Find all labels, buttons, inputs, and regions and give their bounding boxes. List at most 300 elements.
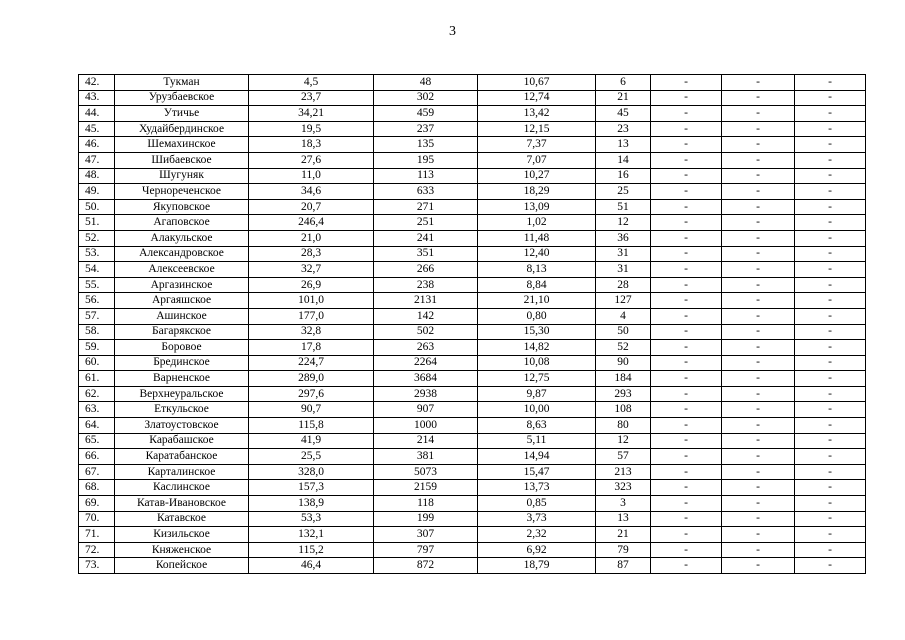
ratio-value: 9,87 [478, 386, 596, 402]
row-number: 64. [79, 418, 115, 434]
area-value: 11,0 [249, 168, 374, 184]
ratio-value: 0,85 [478, 496, 596, 512]
quantity-value: 79 [596, 542, 651, 558]
col9-value: - [795, 480, 866, 496]
row-number: 48. [79, 168, 115, 184]
col9-value: - [795, 168, 866, 184]
col8-value: - [722, 246, 795, 262]
ratio-value: 12,75 [478, 371, 596, 387]
col8-value: - [722, 106, 795, 122]
row-number: 43. [79, 90, 115, 106]
area-value: 297,6 [249, 386, 374, 402]
ratio-value: 7,37 [478, 137, 596, 153]
area-value: 328,0 [249, 464, 374, 480]
col7-value: - [651, 402, 722, 418]
ratio-value: 15,30 [478, 324, 596, 340]
ratio-value: 0,80 [478, 308, 596, 324]
district-name: Якуповское [115, 199, 249, 215]
district-name: Тукман [115, 75, 249, 91]
col8-value: - [722, 230, 795, 246]
row-number: 69. [79, 496, 115, 512]
row-number: 46. [79, 137, 115, 153]
table-row [79, 277, 866, 293]
ratio-value: 21,10 [478, 293, 596, 309]
row-number: 73. [79, 558, 115, 574]
col8-value: - [722, 90, 795, 106]
row-number: 62. [79, 386, 115, 402]
col9-value: - [795, 386, 866, 402]
table-row [79, 75, 866, 91]
table-row [79, 355, 866, 371]
district-name: Утичье [115, 106, 249, 122]
count-value: 237 [374, 121, 478, 137]
col7-value: - [651, 184, 722, 200]
row-number: 49. [79, 184, 115, 200]
quantity-value: 108 [596, 402, 651, 418]
col8-value: - [722, 137, 795, 153]
col7-value: - [651, 433, 722, 449]
table-row [79, 308, 866, 324]
col7-value: - [651, 480, 722, 496]
col8-value: - [722, 75, 795, 91]
data-table [78, 74, 866, 574]
ratio-value: 1,02 [478, 215, 596, 231]
table-row [79, 152, 866, 168]
table-row [79, 558, 866, 574]
col8-value: - [722, 121, 795, 137]
col9-value: - [795, 324, 866, 340]
row-number: 45. [79, 121, 115, 137]
row-number: 42. [79, 75, 115, 91]
table-row [79, 168, 866, 184]
table-row [79, 199, 866, 215]
col7-value: - [651, 277, 722, 293]
count-value: 351 [374, 246, 478, 262]
count-value: 113 [374, 168, 478, 184]
area-value: 17,8 [249, 340, 374, 356]
col9-value: - [795, 75, 866, 91]
district-name: Каратабанское [115, 449, 249, 465]
row-number: 52. [79, 230, 115, 246]
district-name: Алакульское [115, 230, 249, 246]
table-body [79, 75, 866, 574]
count-value: 907 [374, 402, 478, 418]
col9-value: - [795, 308, 866, 324]
count-value: 633 [374, 184, 478, 200]
col8-value: - [722, 511, 795, 527]
area-value: 46,4 [249, 558, 374, 574]
col9-value: - [795, 371, 866, 387]
area-value: 27,6 [249, 152, 374, 168]
ratio-value: 12,40 [478, 246, 596, 262]
area-value: 28,3 [249, 246, 374, 262]
col8-value: - [722, 324, 795, 340]
quantity-value: 80 [596, 418, 651, 434]
col9-value: - [795, 184, 866, 200]
col8-value: - [722, 527, 795, 543]
area-value: 21,0 [249, 230, 374, 246]
col7-value: - [651, 386, 722, 402]
district-name: Шемахинское [115, 137, 249, 153]
area-value: 4,5 [249, 75, 374, 91]
col9-value: - [795, 152, 866, 168]
col7-value: - [651, 449, 722, 465]
col9-value: - [795, 106, 866, 122]
count-value: 1000 [374, 418, 478, 434]
table-row [79, 293, 866, 309]
col9-value: - [795, 340, 866, 356]
quantity-value: 45 [596, 106, 651, 122]
col7-value: - [651, 371, 722, 387]
count-value: 241 [374, 230, 478, 246]
row-number: 58. [79, 324, 115, 340]
ratio-value: 12,15 [478, 121, 596, 137]
col7-value: - [651, 527, 722, 543]
row-number: 68. [79, 480, 115, 496]
col9-value: - [795, 558, 866, 574]
row-number: 71. [79, 527, 115, 543]
ratio-value: 8,13 [478, 262, 596, 278]
quantity-value: 184 [596, 371, 651, 387]
district-name: Катав-Ивановское [115, 496, 249, 512]
col9-value: - [795, 121, 866, 137]
area-value: 115,8 [249, 418, 374, 434]
col7-value: - [651, 106, 722, 122]
district-name: Шибаевское [115, 152, 249, 168]
area-value: 32,8 [249, 324, 374, 340]
ratio-value: 14,82 [478, 340, 596, 356]
district-name: Копейское [115, 558, 249, 574]
col7-value: - [651, 293, 722, 309]
table-row [79, 215, 866, 231]
quantity-value: 13 [596, 511, 651, 527]
district-name: Багарякское [115, 324, 249, 340]
quantity-value: 23 [596, 121, 651, 137]
col9-value: - [795, 293, 866, 309]
col9-value: - [795, 402, 866, 418]
col8-value: - [722, 293, 795, 309]
district-name: Урузбаевское [115, 90, 249, 106]
area-value: 246,4 [249, 215, 374, 231]
quantity-value: 52 [596, 340, 651, 356]
quantity-value: 6 [596, 75, 651, 91]
row-number: 51. [79, 215, 115, 231]
count-value: 502 [374, 324, 478, 340]
col8-value: - [722, 308, 795, 324]
col8-value: - [722, 542, 795, 558]
col9-value: - [795, 230, 866, 246]
table-row [79, 542, 866, 558]
count-value: 2131 [374, 293, 478, 309]
col7-value: - [651, 558, 722, 574]
quantity-value: 36 [596, 230, 651, 246]
col7-value: - [651, 137, 722, 153]
district-name: Верхнеуральское [115, 386, 249, 402]
col9-value: - [795, 199, 866, 215]
row-number: 59. [79, 340, 115, 356]
district-name: Алексеевское [115, 262, 249, 278]
row-number: 70. [79, 511, 115, 527]
ratio-value: 15,47 [478, 464, 596, 480]
area-value: 18,3 [249, 137, 374, 153]
district-name: Аргаяшское [115, 293, 249, 309]
quantity-value: 127 [596, 293, 651, 309]
ratio-value: 7,07 [478, 152, 596, 168]
col9-value: - [795, 464, 866, 480]
area-value: 23,7 [249, 90, 374, 106]
count-value: 2264 [374, 355, 478, 371]
area-value: 25,5 [249, 449, 374, 465]
area-value: 132,1 [249, 527, 374, 543]
col8-value: - [722, 558, 795, 574]
area-value: 90,7 [249, 402, 374, 418]
district-name: Александровское [115, 246, 249, 262]
count-value: 5073 [374, 464, 478, 480]
district-name: Варненское [115, 371, 249, 387]
count-value: 266 [374, 262, 478, 278]
table-row [79, 386, 866, 402]
ratio-value: 8,84 [478, 277, 596, 293]
row-number: 65. [79, 433, 115, 449]
count-value: 459 [374, 106, 478, 122]
district-name: Чернореченское [115, 184, 249, 200]
col9-value: - [795, 262, 866, 278]
quantity-value: 14 [596, 152, 651, 168]
col7-value: - [651, 152, 722, 168]
district-name: Кизильское [115, 527, 249, 543]
table-row [79, 449, 866, 465]
district-name: Карталинское [115, 464, 249, 480]
quantity-value: 31 [596, 246, 651, 262]
count-value: 3684 [374, 371, 478, 387]
col9-value: - [795, 433, 866, 449]
row-number: 54. [79, 262, 115, 278]
area-value: 34,21 [249, 106, 374, 122]
quantity-value: 293 [596, 386, 651, 402]
district-name: Златоустовское [115, 418, 249, 434]
col9-value: - [795, 496, 866, 512]
table-row [79, 90, 866, 106]
col7-value: - [651, 340, 722, 356]
col9-value: - [795, 449, 866, 465]
quantity-value: 31 [596, 262, 651, 278]
quantity-value: 16 [596, 168, 651, 184]
table-row [79, 121, 866, 137]
count-value: 2938 [374, 386, 478, 402]
col9-value: - [795, 418, 866, 434]
count-value: 195 [374, 152, 478, 168]
row-number: 53. [79, 246, 115, 262]
count-value: 307 [374, 527, 478, 543]
row-number: 61. [79, 371, 115, 387]
ratio-value: 8,63 [478, 418, 596, 434]
ratio-value: 18,29 [478, 184, 596, 200]
table-row [79, 262, 866, 278]
district-name: Карабашское [115, 433, 249, 449]
row-number: 55. [79, 277, 115, 293]
table-row [79, 230, 866, 246]
count-value: 302 [374, 90, 478, 106]
district-name: Боровое [115, 340, 249, 356]
col9-value: - [795, 277, 866, 293]
col9-value: - [795, 137, 866, 153]
ratio-value: 13,73 [478, 480, 596, 496]
quantity-value: 4 [596, 308, 651, 324]
col7-value: - [651, 464, 722, 480]
ratio-value: 2,32 [478, 527, 596, 543]
ratio-value: 10,67 [478, 75, 596, 91]
col8-value: - [722, 355, 795, 371]
table-row [79, 246, 866, 262]
area-value: 289,0 [249, 371, 374, 387]
col7-value: - [651, 230, 722, 246]
col7-value: - [651, 168, 722, 184]
area-value: 20,7 [249, 199, 374, 215]
area-value: 41,9 [249, 433, 374, 449]
table-row [79, 496, 866, 512]
area-value: 32,7 [249, 262, 374, 278]
table-row [79, 106, 866, 122]
col7-value: - [651, 308, 722, 324]
count-value: 118 [374, 496, 478, 512]
area-value: 224,7 [249, 355, 374, 371]
area-value: 53,3 [249, 511, 374, 527]
area-value: 26,9 [249, 277, 374, 293]
area-value: 101,0 [249, 293, 374, 309]
col7-value: - [651, 121, 722, 137]
district-name: Аргазинское [115, 277, 249, 293]
col9-value: - [795, 246, 866, 262]
count-value: 2159 [374, 480, 478, 496]
district-name: Еткульское [115, 402, 249, 418]
col8-value: - [722, 433, 795, 449]
col7-value: - [651, 355, 722, 371]
district-name: Ашинское [115, 308, 249, 324]
row-number: 44. [79, 106, 115, 122]
row-number: 72. [79, 542, 115, 558]
ratio-value: 11,48 [478, 230, 596, 246]
row-number: 56. [79, 293, 115, 309]
col8-value: - [722, 464, 795, 480]
district-name: Худайбердинское [115, 121, 249, 137]
col9-value: - [795, 511, 866, 527]
quantity-value: 90 [596, 355, 651, 371]
area-value: 115,2 [249, 542, 374, 558]
col7-value: - [651, 496, 722, 512]
count-value: 214 [374, 433, 478, 449]
quantity-value: 28 [596, 277, 651, 293]
area-value: 19,5 [249, 121, 374, 137]
col8-value: - [722, 340, 795, 356]
col8-value: - [722, 402, 795, 418]
count-value: 271 [374, 199, 478, 215]
row-number: 50. [79, 199, 115, 215]
count-value: 135 [374, 137, 478, 153]
col8-value: - [722, 262, 795, 278]
quantity-value: 13 [596, 137, 651, 153]
ratio-value: 18,79 [478, 558, 596, 574]
quantity-value: 25 [596, 184, 651, 200]
row-number: 63. [79, 402, 115, 418]
district-name: Шугуняк [115, 168, 249, 184]
count-value: 238 [374, 277, 478, 293]
area-value: 138,9 [249, 496, 374, 512]
row-number: 57. [79, 308, 115, 324]
table-row [79, 527, 866, 543]
ratio-value: 10,27 [478, 168, 596, 184]
ratio-value: 10,08 [478, 355, 596, 371]
page-number: 3 [449, 24, 456, 39]
col8-value: - [722, 215, 795, 231]
col9-value: - [795, 215, 866, 231]
table-row [79, 371, 866, 387]
ratio-value: 3,73 [478, 511, 596, 527]
ratio-value: 5,11 [478, 433, 596, 449]
col8-value: - [722, 480, 795, 496]
area-value: 34,6 [249, 184, 374, 200]
count-value: 872 [374, 558, 478, 574]
col9-value: - [795, 527, 866, 543]
table-row [79, 464, 866, 480]
quantity-value: 21 [596, 90, 651, 106]
count-value: 797 [374, 542, 478, 558]
row-number: 67. [79, 464, 115, 480]
col8-value: - [722, 277, 795, 293]
col9-value: - [795, 542, 866, 558]
count-value: 251 [374, 215, 478, 231]
quantity-value: 3 [596, 496, 651, 512]
count-value: 48 [374, 75, 478, 91]
quantity-value: 21 [596, 527, 651, 543]
table-row [79, 137, 866, 153]
quantity-value: 51 [596, 199, 651, 215]
table-row [79, 402, 866, 418]
quantity-value: 50 [596, 324, 651, 340]
table-row [79, 340, 866, 356]
ratio-value: 14,94 [478, 449, 596, 465]
col8-value: - [722, 449, 795, 465]
col7-value: - [651, 215, 722, 231]
table-row [79, 418, 866, 434]
district-name: Катавское [115, 511, 249, 527]
ratio-value: 6,92 [478, 542, 596, 558]
col8-value: - [722, 496, 795, 512]
quantity-value: 12 [596, 433, 651, 449]
count-value: 199 [374, 511, 478, 527]
table-row [79, 480, 866, 496]
col7-value: - [651, 418, 722, 434]
district-name: Агаповское [115, 215, 249, 231]
row-number: 47. [79, 152, 115, 168]
col7-value: - [651, 199, 722, 215]
row-number: 60. [79, 355, 115, 371]
quantity-value: 213 [596, 464, 651, 480]
col7-value: - [651, 262, 722, 278]
ratio-value: 13,42 [478, 106, 596, 122]
table-row [79, 511, 866, 527]
ratio-value: 12,74 [478, 90, 596, 106]
area-value: 157,3 [249, 480, 374, 496]
col7-value: - [651, 324, 722, 340]
quantity-value: 12 [596, 215, 651, 231]
district-name: Каслинское [115, 480, 249, 496]
count-value: 381 [374, 449, 478, 465]
quantity-value: 57 [596, 449, 651, 465]
col8-value: - [722, 168, 795, 184]
district-name: Брединское [115, 355, 249, 371]
row-number: 66. [79, 449, 115, 465]
col8-value: - [722, 152, 795, 168]
